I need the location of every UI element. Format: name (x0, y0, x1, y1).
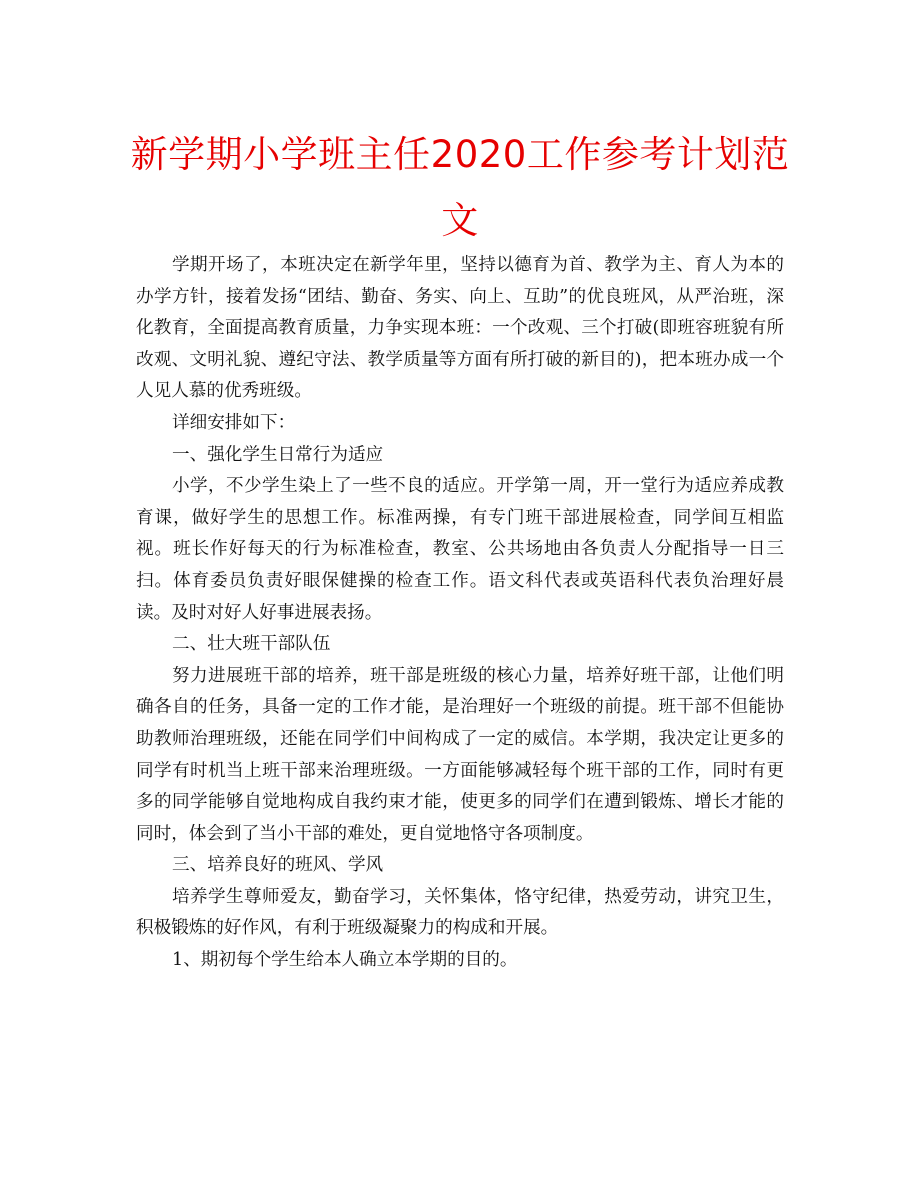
document-body (136, 250, 784, 977)
section-heading-3: 三、培养良好的班风、学风 (172, 855, 384, 876)
paragraph-arrangement: 详细安排如下： (172, 412, 296, 433)
section-heading-1: 一、强化学生日常行为适应 (172, 444, 384, 465)
paragraph-intro: 学期开场了，本班决定在新学年里，坚持以德育为首、教学为主、育人为本的办学方针，接着发扬“团结、勤奋、务实、向上、互助”的优良班风，从严治班，深化教育，全面提高教育质量，力争实现本班：一个改观、三个打破(即班容班貌有所改观、文明礼貌、遵纪守法、教学质量等方面有所打破的新目的)，把本班办成一个人见人慕的优秀班级。 (136, 255, 784, 402)
section-heading-2: 二、壮大班干部队伍 (172, 634, 331, 655)
list-item-1: 1、期初每个学生给本人确立本学期的目的。 (172, 950, 518, 971)
paragraph-section-2: 努力进展班干部的培养，班干部是班级的核心力量，培养好班干部，让他们明确各自的任务，具备一定的工作才能，是治理好一个班级的前提。班干部不但能协助教师治理班级，还能在同学们中间构成了一定的威信。本学期，我决定让更多的同学有时机当上班干部来治理班级。一方面能够减轻每个班干部的工作，同时有更多的同学能够自觉地构成自我约束才能，使更多的同学们在遭到锻炼、增长才能的同时，体会到了当小干部的难处，更自觉地恪守各项制度。 (136, 665, 784, 844)
document-title: 新学期小学班主任2020工作参考计划范文 (130, 133, 790, 242)
paragraph-section-1: 小学，不少学生染上了一些不良的适应。开学第一周，开一堂行为适应养成教育课，做好学生的思想工作。标准两操，有专门班干部进展检查，同学间互相监视。班长作好每天的行为标准检查，教室、公共场地由各负责人分配指导一日三扫。体育委员负责好眼保健操的检查工作。语文科代表或英语科代表负治理好晨读。及时对好人好事进展表扬。 (136, 476, 784, 623)
paragraph-section-3: 培养学生尊师爱友，勤奋学习，关怀集体，恪守纪律，热爱劳动，讲究卫生，积极锻炼的好作风，有利于班级凝聚力的构成和开展。 (136, 886, 784, 939)
